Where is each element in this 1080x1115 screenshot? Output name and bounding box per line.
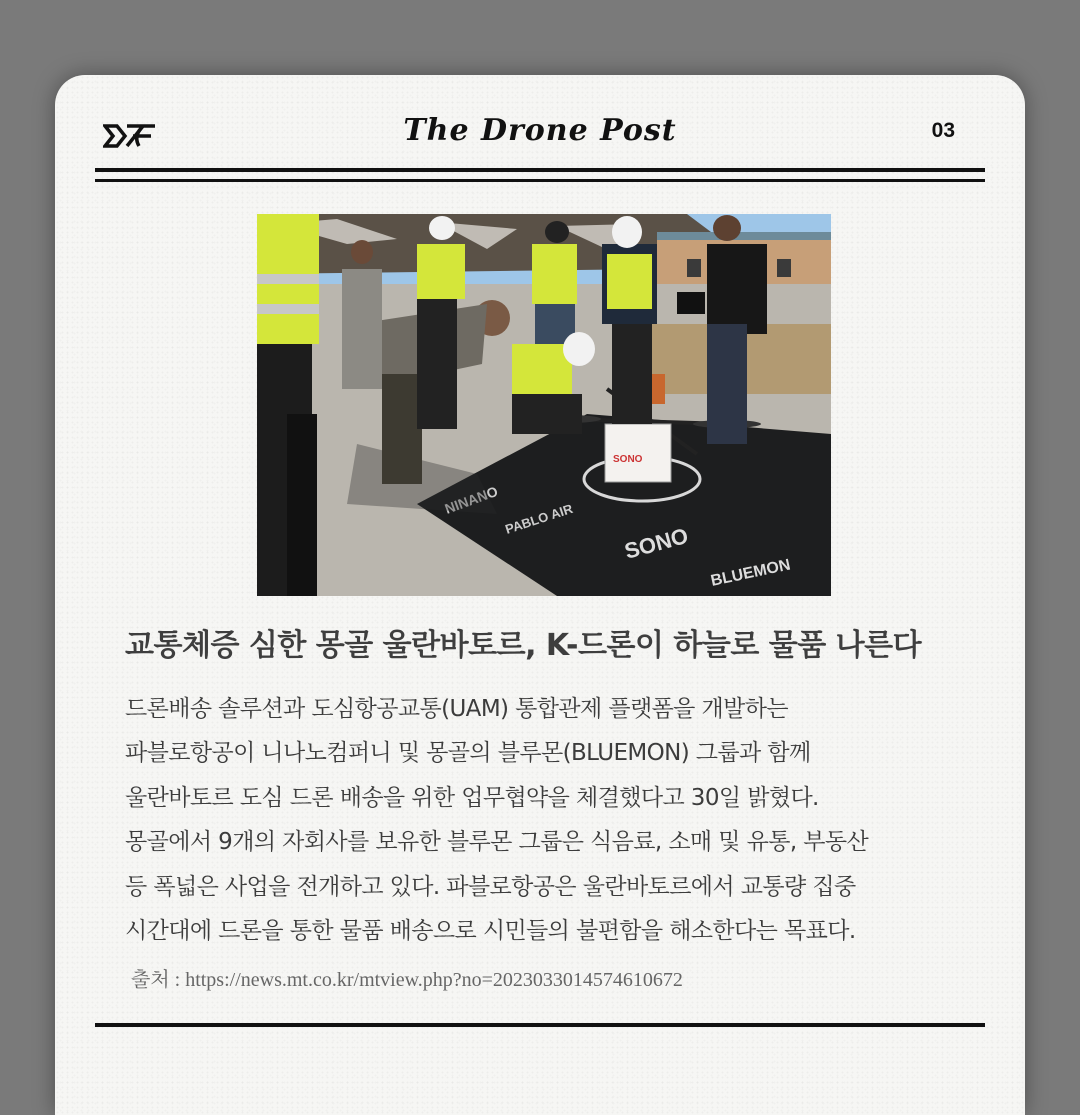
svg-text:NINANO: NINANO [442,482,500,517]
header-rule-top [95,168,985,172]
drone-delivery-photo [257,214,831,596]
page-number: 03 [931,119,955,142]
header-rule-bottom [95,179,985,182]
svg-text:SONO: SONO [613,454,643,465]
body-line: 몽골에서 9개의 자회사를 보유한 블루몬 그룹은 식음료, 소매 및 유통, 부동산 [125,829,869,856]
body-line: 드론배송 솔루션과 도심항공교통(UAM) 통합관제 플랫폼을 개발하는 [125,696,788,722]
body-line: 파블로항공이 니나노컴퍼니 및 몽골의 블루몬(BLUEMON) 그룹과 함께 [125,740,811,767]
svg-text:BLUEMON: BLUEMON [709,556,792,590]
body-line: 울란바토르 도심 드론 배송을 위한 업무협약을 체결했다고 30일 밝혔다. [125,784,819,811]
source-citation: 출처 : https://news.mt.co.kr/mtview.php?no=2023033014574610672 [131,969,683,991]
svg-text:PABLO AIR: PABLO AIR [503,500,575,537]
newsletter-card [55,75,1025,1115]
masthead-title: The Drone Post [403,113,677,148]
body-line: 등 폭넓은 사업을 전개하고 있다. 파블로항공은 울란바토르에서 교통량 집중 [125,873,856,900]
body-line: 시간대에 드론을 통한 물품 배송으로 시민들의 불편함을 해소한다는 목표다. [125,917,856,944]
footer-rule [95,1023,985,1027]
article-body [125,687,975,953]
svg-text:SONO: SONO [621,522,691,564]
article-headline: 교통체증 심한 몽골 울란바토르, K-드론이 하늘로 물품 나른다 [125,628,922,663]
